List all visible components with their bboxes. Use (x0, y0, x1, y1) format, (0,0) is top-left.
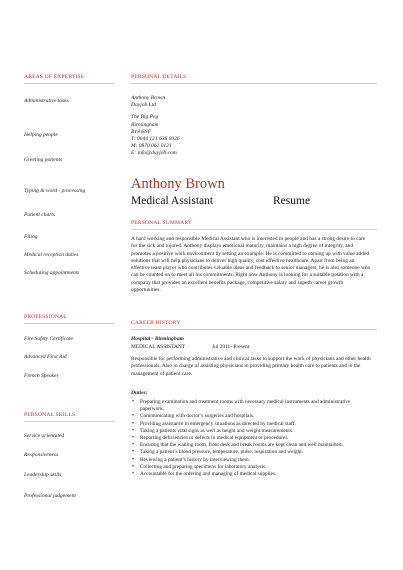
details-email[interactable]: E: info@dayjob.com (131, 150, 177, 157)
details-address-line: The Big Peg (131, 114, 159, 121)
list-item: • Communicating with doctor’s surgeries and hospitals. (131, 413, 371, 420)
details-company: Dayjob Ltd (131, 102, 156, 109)
job-description: Responsible for performing administrative and clinical tasks to support the work of physicians and other health professionals. Also in charge of assisting physicians in providing primary health care to patients and in the management of patient care. (131, 356, 371, 377)
section-rule (131, 83, 377, 84)
section-heading-skills: PERSONAL SKILLS (24, 412, 76, 418)
duties-list (131, 399, 371, 478)
details-address-line: Birmingham (131, 121, 159, 128)
job-employer: Hospital - Birmingham (131, 336, 184, 342)
expertise-item: Helping people (24, 132, 58, 138)
section-rule (24, 83, 114, 84)
skill-item: Professional judgement (24, 493, 76, 499)
expertise-item: Filing (24, 234, 38, 240)
expertise-item: Medical reception duties (24, 252, 79, 258)
details-telephone: T: 0044 121 638 0026 (131, 136, 180, 143)
expertise-item: Patient charts (24, 212, 56, 218)
list-item: • Ensuring that the waiting room, front desk and break rooms are kept clean and well maintained. (131, 442, 371, 449)
expertise-item: Greeting patients (24, 157, 63, 163)
expertise-item: Scheduling appointments (24, 270, 80, 276)
job-role: MEDICAL ASSISTANT (131, 344, 186, 350)
contact-details (131, 95, 180, 158)
details-postcode: B18 6NF (131, 128, 152, 135)
professional-item: French Speaker (24, 373, 59, 379)
section-heading-professional: PROFESSIONAL (24, 314, 67, 320)
list-item: • Preparing examination and treatment rooms with necessary medical instruments and administrative paperwork. (131, 399, 371, 413)
details-mobile: M: 0870 061 0121 (131, 143, 172, 150)
section-rule (131, 329, 377, 330)
list-item: • Providing assistance in emergency situations as directed by medical staff. (131, 421, 371, 428)
candidate-name: Anthony Brown (131, 176, 225, 192)
section-rule (24, 421, 114, 422)
list-item: • Collecting and preparing specimens for laboratory analysis. (131, 464, 371, 471)
list-item: • Reviewing a patient’s history by interviewing them. (131, 457, 371, 464)
list-item: • Accountable for the ordering and managing of medical supplies. (131, 471, 371, 478)
skill-item: Responsiveness (24, 452, 59, 458)
job-title: Medical Assistant (131, 195, 214, 207)
skill-item: Service orientated (24, 433, 65, 439)
expertise-item: Typing & word - processing (24, 188, 86, 194)
list-item: • Taking a patients vital signs as well as height and weight measurements. (131, 428, 371, 435)
job-dates: Jul 2011- Present (212, 344, 250, 350)
summary-paragraph: A hard working and responsible Medical Assistant who is interested in people and has a strong desire to care for the sick and injured. Anthony displays emotional maturity, maintains a high degree of integrity, and promotes a positive work environment by setting an example. He is committed to coming up with value added solutions that will help physicians to deliver high quality, cost effective healthcare. Apart from being an effective team player who contributes valuable ideas and feedback to senior managers, he is also someone who can be counted on to meet all his commitments. Right now Anthony is looking for a suitable position with a company that provides an excellent benefits package, competitive salary and superb career growth opportunities. (131, 236, 371, 294)
professional-item: Advanced First Aid (24, 354, 67, 360)
expertise-item: Administrative tasks (24, 98, 69, 104)
section-heading-expertise: AREAS OF EXPERTISE (24, 74, 85, 80)
list-item: • Reporting deficiencies or defects in medical equipment or procedures. (131, 435, 371, 442)
section-heading-personal-details: PERSONAL DETAILS (131, 74, 187, 80)
document-label: Resume (273, 195, 311, 207)
section-heading-summary: PERSONAL SUMMARY (131, 220, 193, 226)
details-name: Anthony Brown (131, 95, 166, 101)
duties-heading: Duties: (131, 390, 148, 396)
list-item: • Taking a patient’s blood pressure, temperature, pulse, respiration and weight. (131, 449, 371, 456)
section-heading-career: CAREER HISTORY (131, 320, 181, 326)
section-rule (131, 229, 377, 230)
skill-item: Leadership skills (24, 472, 62, 478)
professional-item: Fire Safety Certificate (24, 336, 73, 342)
section-rule (24, 323, 114, 324)
